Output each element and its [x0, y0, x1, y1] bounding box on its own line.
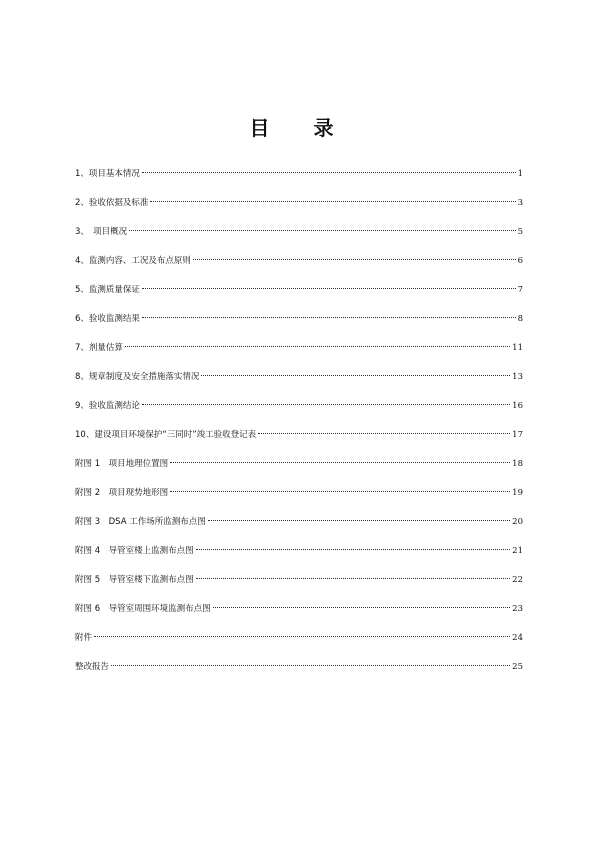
- toc-page-number: 18: [512, 459, 523, 469]
- toc-dot-leader: [196, 578, 511, 579]
- toc-entry-1[interactable]: [75, 160, 523, 189]
- toc-entry-label: 附图 1 项目地理位置图: [75, 459, 169, 469]
- toc-entry-10[interactable]: [75, 421, 523, 450]
- toc-entry-2[interactable]: [75, 189, 523, 218]
- toc-dot-leader: [111, 665, 510, 666]
- toc-entry-label: 附图 2 项目现势地形图: [75, 488, 169, 498]
- toc-entry-3[interactable]: [75, 218, 523, 247]
- toc-page-number: 6: [517, 256, 523, 266]
- toc-entry-label: 9、验收监测结论: [75, 401, 140, 411]
- toc-dot-leader: [213, 607, 511, 608]
- toc-entry-16[interactable]: [75, 595, 523, 624]
- toc-dot-leader: [142, 172, 516, 173]
- toc-page-number: 20: [512, 517, 523, 527]
- toc-dot-leader: [94, 636, 510, 637]
- toc-entry-label: 10、建设项目环境保护“三同时”竣工验收登记表: [75, 430, 257, 440]
- toc-page-number: 22: [512, 575, 523, 585]
- toc-entry-13[interactable]: [75, 508, 523, 537]
- toc-entry-6[interactable]: [75, 305, 523, 334]
- toc-entry-label: 5、监测质量保证: [75, 285, 140, 295]
- toc-entry-label: 3、 项目概况: [75, 227, 128, 237]
- toc-entry-label: 2、验收依据及标准: [75, 198, 149, 208]
- toc-entry-label: 附图 6 导管室周围环境监测布点图: [75, 604, 211, 614]
- toc-entry-9[interactable]: [75, 392, 523, 421]
- toc-entry-7[interactable]: [75, 334, 523, 363]
- toc-page-number: 13: [512, 372, 523, 382]
- toc-entry-14[interactable]: [75, 537, 523, 566]
- toc-page-number: 5: [517, 227, 523, 237]
- toc-entry-12[interactable]: [75, 479, 523, 508]
- toc-page-number: 11: [512, 343, 523, 353]
- toc-dot-leader: [208, 520, 510, 521]
- toc-dot-leader: [125, 346, 510, 347]
- toc-entry-label: 附图 3 DSA 工作场所监测布点图: [75, 517, 206, 527]
- toc-entry-label: 附图 4 导管室楼上监测布点图: [75, 546, 194, 556]
- toc-entry-5[interactable]: [75, 276, 523, 305]
- toc-page-number: 23: [512, 604, 523, 614]
- toc-dot-leader: [258, 433, 510, 434]
- toc-page-number: 17: [512, 430, 523, 440]
- toc-dot-leader: [170, 491, 510, 492]
- toc-page-number: 1: [517, 169, 523, 179]
- toc-entry-4[interactable]: [75, 247, 523, 276]
- table-of-contents: [75, 160, 523, 682]
- toc-entry-15[interactable]: [75, 566, 523, 595]
- toc-entry-label: 4、监测内容、工况及布点原则: [75, 256, 191, 266]
- toc-dot-leader: [196, 549, 511, 550]
- toc-dot-leader: [201, 375, 510, 376]
- toc-page-number: 21: [512, 546, 523, 556]
- toc-entry-17[interactable]: [75, 624, 523, 653]
- toc-entry-label: 8、规章制度及安全措施落实情况: [75, 372, 200, 382]
- toc-dot-leader: [129, 230, 515, 231]
- toc-dot-leader: [142, 288, 516, 289]
- toc-page-number: 7: [517, 285, 523, 295]
- toc-page-number: 8: [517, 314, 523, 324]
- toc-entry-label: 1、项目基本情况: [75, 169, 140, 179]
- toc-dot-leader: [142, 404, 510, 405]
- toc-page-number: 3: [517, 198, 523, 208]
- toc-dot-leader: [142, 317, 516, 318]
- toc-page-number: 24: [512, 633, 523, 643]
- toc-entry-label: 6、验收监测结果: [75, 314, 140, 324]
- toc-dot-leader: [150, 201, 515, 202]
- toc-entry-8[interactable]: [75, 363, 523, 392]
- toc-dot-leader: [193, 259, 516, 260]
- toc-entry-11[interactable]: [75, 450, 523, 479]
- toc-entry-label: 7、剂量估算: [75, 343, 123, 353]
- toc-page-number: 25: [512, 662, 523, 672]
- toc-page-number: 19: [512, 488, 523, 498]
- toc-entry-label: 附件: [75, 633, 93, 643]
- toc-page-number: 16: [512, 401, 523, 411]
- page-title: 目 录: [249, 116, 346, 140]
- toc-entry-18[interactable]: [75, 653, 523, 682]
- toc-entry-label: 附图 5 导管室楼下监测布点图: [75, 575, 194, 585]
- toc-entry-label: 整改报告: [75, 662, 110, 672]
- toc-dot-leader: [170, 462, 510, 463]
